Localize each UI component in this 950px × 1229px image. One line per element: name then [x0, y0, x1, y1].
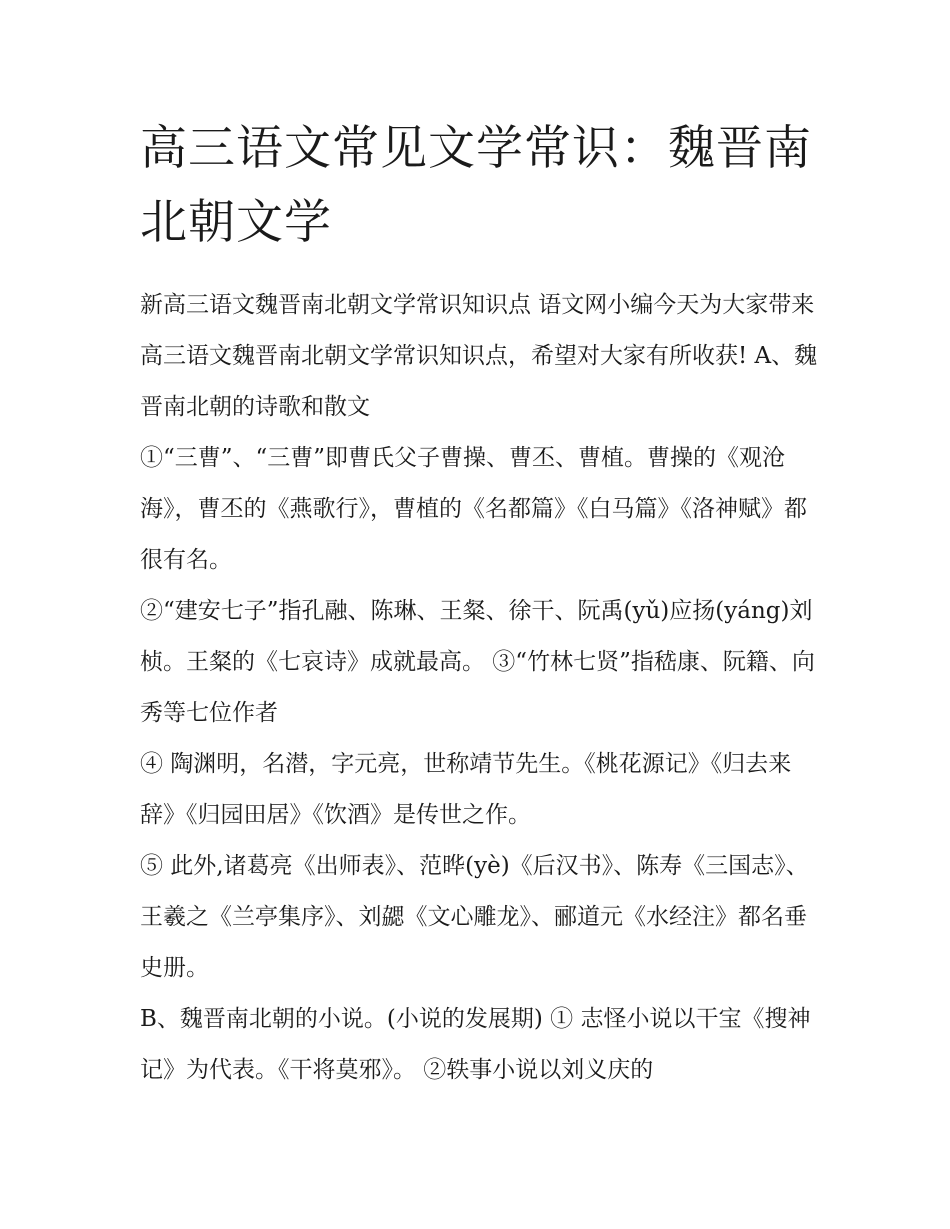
paragraph-three-cao: ①“三曹”、“三曹”即曹氏父子曹操、曹丕、曹植。曹操的《观沧海》，曹丕的《燕歌行》，曹植的《名都篇》《白马篇》《洛神赋》都很有名。	[140, 445, 807, 573]
document-page	[140, 112, 820, 1096]
paragraph-jian-an-seven: ②“建安七子”指孔融、陈琳、王粲、徐干、阮禹(yǔ)应扬(yáng)刘桢。王粲的《七哀诗》成就最高。 ③“竹林七贤”指嵇康、阮籍、向秀等七位作者	[140, 598, 815, 726]
document-title: 高三语文常见文学常识：魏晋南北朝文学	[140, 121, 812, 250]
paragraph-other-works: ⑤ 此外,诸葛亮《出师表》、范晔(yè)《后汉书》、陈寿《三国志》、王羲之《兰亭集序》、刘勰《文心雕龙》、郦道元《水经注》都名垂史册。	[140, 853, 809, 981]
paragraph-novels: B、魏晋南北朝的小说。(小说的发展期) ① 志怪小说以干宝《搜神记》为代表。《干将莫邪》。 ②轶事小说以刘义庆的	[140, 1006, 811, 1083]
paragraph-intro: 新高三语文魏晋南北朝文学常识知识点 语文网小编今天为大家带来高三语文魏晋南北朝文学常识知识点，希望对大家有所收获! A、魏晋南北朝的诗歌和散文	[140, 292, 818, 420]
paragraph-tao-yuanming: ④ 陶渊明，名潜，字元亮，世称靖节先生。《桃花源记》《归去来辞》《归园田居》《饮酒》是传世之作。	[140, 751, 792, 828]
